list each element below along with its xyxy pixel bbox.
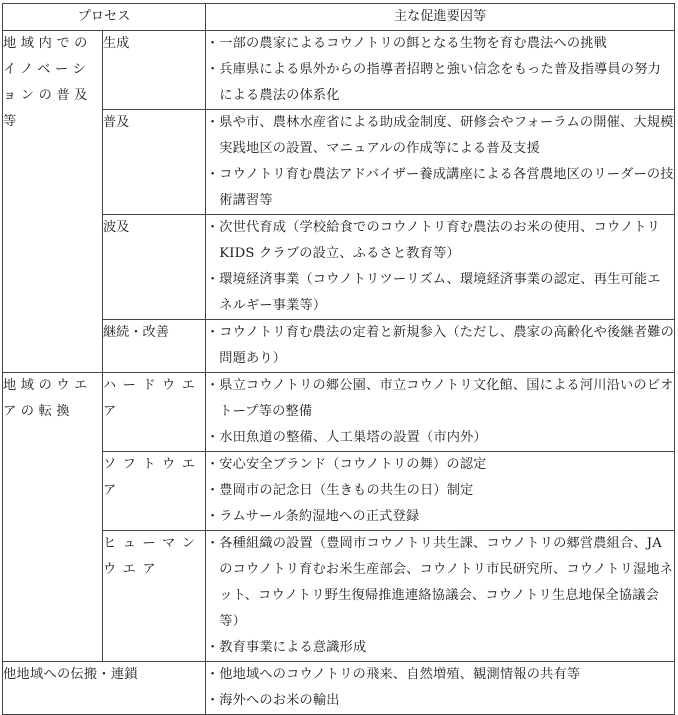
table-row	[3, 31, 675, 110]
factor-text: 一部の農家によるコウノトリの餌となる生物を育む農法への挑戦	[219, 36, 608, 51]
process-level2-cell: ヒューマンウエア	[103, 531, 206, 662]
factor-text: 兵庫県による県外からの指導者招聘と強い信念をもった普及指導員の努力による農法の体系化	[219, 62, 661, 103]
factor-text: コウノトリ育む農法の定着と新規参入（ただし、農家の高齢化や後継者難の問題あり）	[219, 325, 674, 366]
process-level2-cell: 生成	[103, 31, 206, 110]
factor-item	[206, 478, 674, 504]
factor-item	[206, 373, 674, 425]
table-row	[3, 662, 675, 715]
factor-text: 県立コウノトリの郷公園、市立コウノトリ文化館、国による河川沿いのビオトープ等の整備	[219, 378, 674, 419]
bullet-icon: ・	[206, 693, 220, 708]
factor-item	[206, 57, 674, 109]
factor-item	[206, 31, 674, 57]
factor-item	[206, 452, 674, 478]
factor-text: 豊岡市の記念日（生きもの共生の日）制定	[219, 483, 474, 498]
bullet-icon: ・	[206, 167, 220, 182]
factor-text: 他地域へのコウノトリの飛来、自然増殖、観測情報の共有等	[219, 667, 581, 682]
bullet-icon: ・	[206, 430, 220, 445]
factor-text: 安心安全ブランド（コウノトリの舞）の認定	[219, 457, 487, 472]
factor-text: 水田魚道の整備、人工巣塔の設置（市内外）	[219, 430, 487, 445]
factor-item	[206, 688, 674, 714]
table-row	[3, 531, 675, 662]
process-level2-cell: 普及	[103, 110, 206, 215]
table-row	[3, 452, 675, 531]
factor-text: 海外へのお米の輸出	[219, 693, 340, 708]
factor-item	[206, 531, 674, 635]
factor-item	[206, 635, 674, 661]
factor-text: 環境経済事業（コウノトリツーリズム、環境経済事業の認定、再生可能エネルギー事業等）	[219, 272, 661, 313]
bullet-icon: ・	[206, 640, 220, 655]
factor-text: ラムサール条約湿地への正式登録	[219, 509, 420, 524]
factors-cell	[206, 215, 675, 320]
bullet-icon: ・	[206, 36, 220, 51]
factor-text: 教育事業による意識形成	[219, 640, 367, 655]
table-row	[3, 215, 675, 320]
factor-text: 次世代育成（学校給食でのコウノトリ育む農法のお米の使用、コウノトリ KIDS クラブの設立、ふるさと教育等）	[219, 220, 661, 261]
bullet-icon: ・	[206, 378, 220, 393]
factors-cell	[206, 662, 675, 715]
factors-cell	[206, 373, 675, 452]
header-factors: 主な促進要因等	[206, 4, 675, 31]
process-level1-cell: 地域内でのイノベーションの普及等	[3, 31, 103, 373]
process-level2-cell: 波及	[103, 215, 206, 320]
factor-item	[206, 162, 674, 214]
bullet-icon: ・	[206, 220, 220, 235]
factor-item	[206, 267, 674, 319]
bullet-icon: ・	[206, 509, 220, 524]
bullet-icon: ・	[206, 483, 220, 498]
table-row	[3, 320, 675, 373]
process-factors-table	[2, 3, 675, 715]
bullet-icon: ・	[206, 325, 220, 340]
bullet-icon: ・	[206, 62, 220, 77]
bullet-icon: ・	[206, 272, 220, 287]
factors-cell	[206, 531, 675, 662]
table-header-row	[3, 4, 675, 31]
header-process: プロセス	[3, 4, 206, 31]
factors-cell	[206, 320, 675, 373]
factor-item	[206, 504, 674, 530]
bullet-icon: ・	[206, 115, 220, 130]
factor-text: 各種組織の設置（豊岡市コウノトリ共生課、コウノトリの郷営農組合、JA のコウノトリ育むお米生産部会、コウノトリ市民研究所、コウノトリ湿地ネット、コウノトリ野生復帰推進連絡協議会、コウノトリ生息地保全協議会等）	[219, 536, 674, 629]
process-level2-cell: ソフトウエア	[103, 452, 206, 531]
factor-item	[206, 215, 674, 267]
factor-item	[206, 425, 674, 451]
process-level2-cell: ハードウエア	[103, 373, 206, 452]
factors-cell	[206, 452, 675, 531]
process-level1-cell: 地域のウエアの転換	[3, 373, 103, 662]
factor-item	[206, 662, 674, 688]
table-row	[3, 373, 675, 452]
factors-cell	[206, 110, 675, 215]
factor-text: コウノトリ育む農法アドバイザー養成講座による各営農地区のリーダーの技術講習等	[219, 167, 674, 208]
factors-cell	[206, 31, 675, 110]
factor-text: 県や市、農林水産省による助成金制度、研修会やフォーラムの開催、大規模実践地区の設置、マニュアルの作成等による普及支援	[219, 115, 674, 156]
bullet-icon: ・	[206, 457, 220, 472]
bullet-icon: ・	[206, 536, 220, 551]
factor-item	[206, 320, 674, 372]
process-level2-cell: 継続・改善	[103, 320, 206, 373]
factor-item	[206, 110, 674, 162]
table-row	[3, 110, 675, 215]
bullet-icon: ・	[206, 667, 220, 682]
process-merged-cell: 他地域への伝搬・連鎖	[3, 662, 206, 715]
